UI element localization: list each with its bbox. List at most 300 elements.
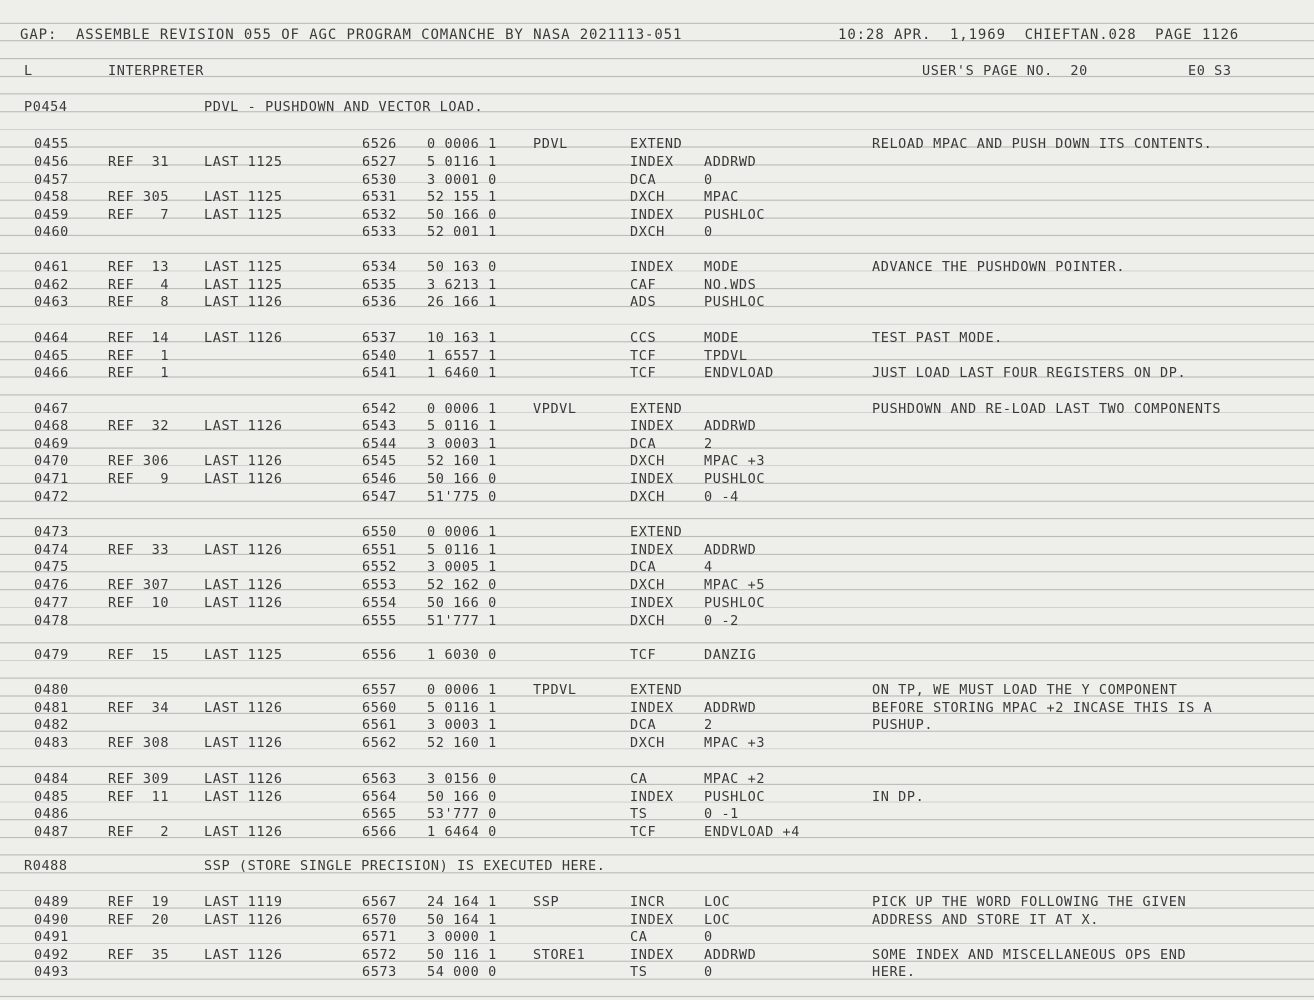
col-operand: MODE [704, 259, 739, 275]
col-ref: REF 1 [108, 348, 170, 364]
col-op: DXCH [630, 189, 665, 205]
col-comment: TEST PAST MODE. [872, 330, 1003, 346]
col-ref: REF 10 [108, 595, 170, 611]
col-ref: REF 13 [108, 259, 170, 275]
col-obj: 0 0006 1 [427, 401, 497, 417]
col-last: LAST 1126 [204, 418, 283, 434]
code-line [0, 523, 1314, 541]
col-addr: 6544 [362, 436, 397, 452]
col-op: INCR [630, 894, 665, 910]
col-comment: JUST LOAD LAST FOUR REGISTERS ON DP. [872, 365, 1187, 381]
col-comment: ADDRESS AND STORE IT AT X. [872, 912, 1099, 928]
col-op: TCF [630, 365, 657, 381]
section-code: L [24, 63, 33, 79]
col-operand: MPAC +5 [704, 577, 766, 593]
col-addr: 6537 [362, 330, 397, 346]
col-operand: MPAC +3 [704, 735, 766, 751]
code-line [0, 435, 1314, 453]
col-obj: 50 166 0 [427, 595, 497, 611]
col-last: LAST 1126 [204, 700, 283, 716]
col-op: EXTEND [630, 401, 683, 417]
code-line [0, 805, 1314, 823]
col-no: 0473 [34, 524, 69, 540]
col-obj: 3 0000 1 [427, 929, 497, 945]
col-obj: 50 163 0 [427, 259, 497, 275]
col-last: LAST 1125 [204, 647, 283, 663]
col-op: TS [630, 964, 648, 980]
col-no: 0491 [34, 929, 69, 945]
col-last: LAST 1126 [204, 330, 283, 346]
col-operand: ENDVLOAD [704, 365, 774, 381]
col-addr: 6533 [362, 224, 397, 240]
col-op: DCA [630, 559, 657, 575]
col-addr: 6541 [362, 365, 397, 381]
col-ref: REF 33 [108, 542, 170, 558]
col-operand: PUSHLOC [704, 789, 766, 805]
col-last: LAST 1126 [204, 789, 283, 805]
code-line [0, 893, 1314, 911]
code-line [0, 276, 1314, 294]
col-no: 0467 [34, 401, 69, 417]
col-no: 0461 [34, 259, 69, 275]
col-no: 0462 [34, 277, 69, 293]
line-number: R0488 [24, 858, 68, 874]
code-line [0, 223, 1314, 241]
section-title-line [0, 98, 1314, 116]
code-line [0, 470, 1314, 488]
col-operand: 0 -1 [704, 806, 739, 822]
col-addr: 6547 [362, 489, 397, 505]
col-obj: 54 000 0 [427, 964, 497, 980]
col-ref: REF 2 [108, 824, 170, 840]
col-obj: 26 166 1 [427, 294, 497, 310]
col-no: 0456 [34, 154, 69, 170]
section-title: PDVL - PUSHDOWN AND VECTOR LOAD. [204, 99, 484, 115]
col-no: 0472 [34, 489, 69, 505]
col-comment: HERE. [872, 964, 916, 980]
col-operand: TPDVL [704, 348, 748, 364]
col-obj: 24 164 1 [427, 894, 497, 910]
col-obj: 5 0116 1 [427, 418, 497, 434]
code-line [0, 171, 1314, 189]
col-ref: REF 35 [108, 947, 170, 963]
col-no: 0465 [34, 348, 69, 364]
col-op: INDEX [630, 789, 674, 805]
col-no: 0464 [34, 330, 69, 346]
col-obj: 0 0006 1 [427, 682, 497, 698]
code-line [0, 347, 1314, 365]
col-obj: 52 001 1 [427, 224, 497, 240]
col-addr: 6553 [362, 577, 397, 593]
code-line [0, 788, 1314, 806]
col-addr: 6560 [362, 700, 397, 716]
col-ref: REF 34 [108, 700, 170, 716]
section-title-line [0, 857, 1314, 875]
col-ref: REF 306 [108, 453, 170, 469]
col-ref: REF 19 [108, 894, 170, 910]
col-no: 0476 [34, 577, 69, 593]
col-addr: 6556 [362, 647, 397, 663]
col-operand: MPAC [704, 189, 739, 205]
col-no: 0469 [34, 436, 69, 452]
col-no: 0492 [34, 947, 69, 963]
col-addr: 6543 [362, 418, 397, 434]
col-addr: 6551 [362, 542, 397, 558]
col-op: DCA [630, 717, 657, 733]
code-line [0, 911, 1314, 929]
col-op: INDEX [630, 259, 674, 275]
code-line [0, 293, 1314, 311]
col-obj: 51'775 0 [427, 489, 497, 505]
col-op: TCF [630, 348, 657, 364]
col-last: LAST 1126 [204, 595, 283, 611]
col-addr: 6526 [362, 136, 397, 152]
col-operand: ADDRWD [704, 947, 757, 963]
col-no: 0486 [34, 806, 69, 822]
col-addr: 6572 [362, 947, 397, 963]
col-obj: 50 166 0 [427, 789, 497, 805]
code-line [0, 488, 1314, 506]
col-last: LAST 1126 [204, 824, 283, 840]
code-line [0, 699, 1314, 717]
code-line [0, 206, 1314, 224]
col-operand: ADDRWD [704, 154, 757, 170]
col-comment: PICK UP THE WORD FOLLOWING THE GIVEN [872, 894, 1187, 910]
col-obj: 52 162 0 [427, 577, 497, 593]
col-obj: 3 0005 1 [427, 559, 497, 575]
col-operand: LOC [704, 912, 731, 928]
col-comment: SOME INDEX AND MISCELLANEOUS OPS END [872, 947, 1187, 963]
code-line [0, 963, 1314, 981]
col-no: 0471 [34, 471, 69, 487]
col-op: ADS [630, 294, 657, 310]
col-obj: 1 6464 0 [427, 824, 497, 840]
col-ref: REF 7 [108, 207, 170, 223]
col-no: 0466 [34, 365, 69, 381]
col-obj: 50 166 0 [427, 207, 497, 223]
col-op: DXCH [630, 224, 665, 240]
col-obj: 52 160 1 [427, 453, 497, 469]
col-addr: 6561 [362, 717, 397, 733]
col-op: DXCH [630, 613, 665, 629]
col-no: 0470 [34, 453, 69, 469]
col-last: LAST 1126 [204, 771, 283, 787]
col-op: EXTEND [630, 136, 683, 152]
col-operand: MPAC +3 [704, 453, 766, 469]
col-obj: 3 0001 0 [427, 172, 497, 188]
col-obj: 5 0116 1 [427, 700, 497, 716]
col-obj: 1 6460 1 [427, 365, 497, 381]
col-no: 0490 [34, 912, 69, 928]
col-operand: PUSHLOC [704, 207, 766, 223]
code-line [0, 364, 1314, 382]
col-no: 0489 [34, 894, 69, 910]
col-obj: 1 6557 1 [427, 348, 497, 364]
col-addr: 6563 [362, 771, 397, 787]
code-line [0, 417, 1314, 435]
col-obj: 3 0156 0 [427, 771, 497, 787]
col-addr: 6555 [362, 613, 397, 629]
code-line [0, 258, 1314, 276]
col-addr: 6532 [362, 207, 397, 223]
col-last: LAST 1126 [204, 912, 283, 928]
col-no: 0455 [34, 136, 69, 152]
col-ref: REF 308 [108, 735, 170, 751]
code-line [0, 681, 1314, 699]
col-operand: NO.WDS [704, 277, 757, 293]
col-no: 0463 [34, 294, 69, 310]
col-op: EXTEND [630, 524, 683, 540]
col-last: LAST 1126 [204, 471, 283, 487]
col-no: 0477 [34, 595, 69, 611]
col-obj: 3 6213 1 [427, 277, 497, 293]
col-no: 0487 [34, 824, 69, 840]
col-comment: IN DP. [872, 789, 925, 805]
code-line [0, 946, 1314, 964]
col-obj: 53'777 0 [427, 806, 497, 822]
col-obj: 50 164 1 [427, 912, 497, 928]
col-ref: REF 307 [108, 577, 170, 593]
col-operand: PUSHLOC [704, 471, 766, 487]
col-no: 0493 [34, 964, 69, 980]
col-operand: PUSHLOC [704, 595, 766, 611]
col-addr: 6531 [362, 189, 397, 205]
col-op: INDEX [630, 700, 674, 716]
col-addr: 6546 [362, 471, 397, 487]
col-label: TPDVL [533, 682, 577, 698]
col-obj: 50 116 1 [427, 947, 497, 963]
col-comment: PUSHDOWN AND RE-LOAD LAST TWO COMPONENTS [872, 401, 1222, 417]
col-last: LAST 1126 [204, 735, 283, 751]
col-addr: 6535 [362, 277, 397, 293]
header-right: 10:28 APR. 1,1969 CHIEFTAN.028 PAGE 1126 [838, 27, 1240, 43]
code-line [0, 329, 1314, 347]
col-comment: PUSHUP. [872, 717, 934, 733]
col-no: 0475 [34, 559, 69, 575]
col-last: LAST 1125 [204, 207, 283, 223]
col-comment: ADVANCE THE PUSHDOWN POINTER. [872, 259, 1126, 275]
col-obj: 5 0116 1 [427, 154, 497, 170]
col-op: TCF [630, 647, 657, 663]
col-operand: PUSHLOC [704, 294, 766, 310]
code-line [0, 541, 1314, 559]
col-obj: 5 0116 1 [427, 542, 497, 558]
section-title: SSP (STORE SINGLE PRECISION) IS EXECUTED HERE. [204, 858, 606, 874]
col-op: TS [630, 806, 648, 822]
col-ref: REF 305 [108, 189, 170, 205]
col-comment: ON TP, WE MUST LOAD THE Y COMPONENT [872, 682, 1178, 698]
col-operand: MPAC +2 [704, 771, 766, 787]
col-operand: 2 [704, 717, 713, 733]
col-ref: REF 1 [108, 365, 170, 381]
code-line [0, 646, 1314, 664]
col-obj: 51'777 1 [427, 613, 497, 629]
subheader-line [0, 62, 1314, 80]
code-line [0, 135, 1314, 153]
line-number: P0454 [24, 99, 68, 115]
col-ref: REF 32 [108, 418, 170, 434]
col-op: DXCH [630, 577, 665, 593]
col-addr: 6564 [362, 789, 397, 805]
col-addr: 6573 [362, 964, 397, 980]
col-last: LAST 1126 [204, 294, 283, 310]
col-ref: REF 14 [108, 330, 170, 346]
col-addr: 6540 [362, 348, 397, 364]
col-operand: 0 [704, 224, 713, 240]
col-ref: REF 8 [108, 294, 170, 310]
col-last: LAST 1126 [204, 947, 283, 963]
col-no: 0480 [34, 682, 69, 698]
col-obj: 3 0003 1 [427, 436, 497, 452]
col-ref: REF 15 [108, 647, 170, 663]
col-operand: ADDRWD [704, 700, 757, 716]
col-obj: 52 155 1 [427, 189, 497, 205]
col-last: LAST 1119 [204, 894, 283, 910]
code-line [0, 400, 1314, 418]
col-operand: DANZIG [704, 647, 757, 663]
code-line [0, 188, 1314, 206]
user-page-number: USER'S PAGE NO. 20 [922, 63, 1088, 79]
col-no: 0468 [34, 418, 69, 434]
col-op: DXCH [630, 453, 665, 469]
col-ref: REF 4 [108, 277, 170, 293]
col-label: VPDVL [533, 401, 577, 417]
col-obj: 52 160 1 [427, 735, 497, 751]
col-op: INDEX [630, 595, 674, 611]
col-operand: 0 [704, 172, 713, 188]
col-operand: 0 -4 [704, 489, 739, 505]
code-line [0, 928, 1314, 946]
header-left: GAP: ASSEMBLE REVISION 055 OF AGC PROGRAM COMANCHE BY NASA 2021113-051 [20, 27, 683, 43]
col-op: INDEX [630, 912, 674, 928]
col-addr: 6567 [362, 894, 397, 910]
col-op: INDEX [630, 542, 674, 558]
col-obj: 0 0006 1 [427, 136, 497, 152]
col-operand: MODE [704, 330, 739, 346]
col-obj: 0 0006 1 [427, 524, 497, 540]
col-no: 0484 [34, 771, 69, 787]
col-operand: ENDVLOAD +4 [704, 824, 801, 840]
col-operand: 0 -2 [704, 613, 739, 629]
col-no: 0458 [34, 189, 69, 205]
code-line [0, 823, 1314, 841]
col-addr: 6552 [362, 559, 397, 575]
col-op: CCS [630, 330, 657, 346]
col-op: EXTEND [630, 682, 683, 698]
col-operand: LOC [704, 894, 731, 910]
col-addr: 6536 [362, 294, 397, 310]
col-obj: 1 6030 0 [427, 647, 497, 663]
col-no: 0457 [34, 172, 69, 188]
col-op: DCA [630, 436, 657, 452]
col-no: 0479 [34, 647, 69, 663]
col-no: 0478 [34, 613, 69, 629]
col-obj: 3 0003 1 [427, 717, 497, 733]
col-no: 0460 [34, 224, 69, 240]
code-line [0, 576, 1314, 594]
col-op: DXCH [630, 489, 665, 505]
col-ref: REF 9 [108, 471, 170, 487]
col-addr: 6550 [362, 524, 397, 540]
code-line [0, 770, 1314, 788]
col-op: CAF [630, 277, 657, 293]
col-no: 0481 [34, 700, 69, 716]
col-op: INDEX [630, 947, 674, 963]
code-line [0, 612, 1314, 630]
code-line [0, 153, 1314, 171]
col-op: INDEX [630, 154, 674, 170]
col-last: LAST 1126 [204, 542, 283, 558]
col-op: DCA [630, 172, 657, 188]
col-ref: REF 309 [108, 771, 170, 787]
col-op: INDEX [630, 418, 674, 434]
col-comment: BEFORE STORING MPAC +2 INCASE THIS IS A [872, 700, 1213, 716]
col-addr: 6530 [362, 172, 397, 188]
col-addr: 6566 [362, 824, 397, 840]
col-operand: 4 [704, 559, 713, 575]
col-last: LAST 1125 [204, 189, 283, 205]
col-addr: 6557 [362, 682, 397, 698]
col-addr: 6527 [362, 154, 397, 170]
section-name: INTERPRETER [108, 63, 205, 79]
code-line [0, 734, 1314, 752]
col-addr: 6554 [362, 595, 397, 611]
col-addr: 6545 [362, 453, 397, 469]
col-no: 0482 [34, 717, 69, 733]
col-op: CA [630, 929, 648, 945]
col-last: LAST 1125 [204, 259, 283, 275]
col-obj: 50 166 0 [427, 471, 497, 487]
col-addr: 6534 [362, 259, 397, 275]
code-line [0, 558, 1314, 576]
col-op: INDEX [630, 471, 674, 487]
col-op: CA [630, 771, 648, 787]
col-op: INDEX [630, 207, 674, 223]
col-no: 0483 [34, 735, 69, 751]
col-operand: 0 [704, 929, 713, 945]
col-comment: RELOAD MPAC AND PUSH DOWN ITS CONTENTS. [872, 136, 1213, 152]
col-ref: REF 31 [108, 154, 170, 170]
code-line [0, 716, 1314, 734]
col-last: LAST 1126 [204, 577, 283, 593]
col-no: 0485 [34, 789, 69, 805]
col-no: 0474 [34, 542, 69, 558]
col-operand: ADDRWD [704, 542, 757, 558]
code-line [0, 594, 1314, 612]
col-label: SSP [533, 894, 560, 910]
col-operand: ADDRWD [704, 418, 757, 434]
col-obj: 10 163 1 [427, 330, 497, 346]
col-label: PDVL [533, 136, 568, 152]
col-addr: 6570 [362, 912, 397, 928]
col-addr: 6562 [362, 735, 397, 751]
col-last: LAST 1125 [204, 154, 283, 170]
col-label: STORE1 [533, 947, 586, 963]
col-op: DXCH [630, 735, 665, 751]
col-addr: 6565 [362, 806, 397, 822]
col-ref: REF 11 [108, 789, 170, 805]
col-ref: REF 20 [108, 912, 170, 928]
col-operand: 2 [704, 436, 713, 452]
col-last: LAST 1125 [204, 277, 283, 293]
page-tag: E0 S3 [1188, 63, 1232, 79]
col-last: LAST 1126 [204, 453, 283, 469]
col-addr: 6542 [362, 401, 397, 417]
code-line [0, 452, 1314, 470]
col-op: TCF [630, 824, 657, 840]
header-line [0, 26, 1314, 44]
col-no: 0459 [34, 207, 69, 223]
